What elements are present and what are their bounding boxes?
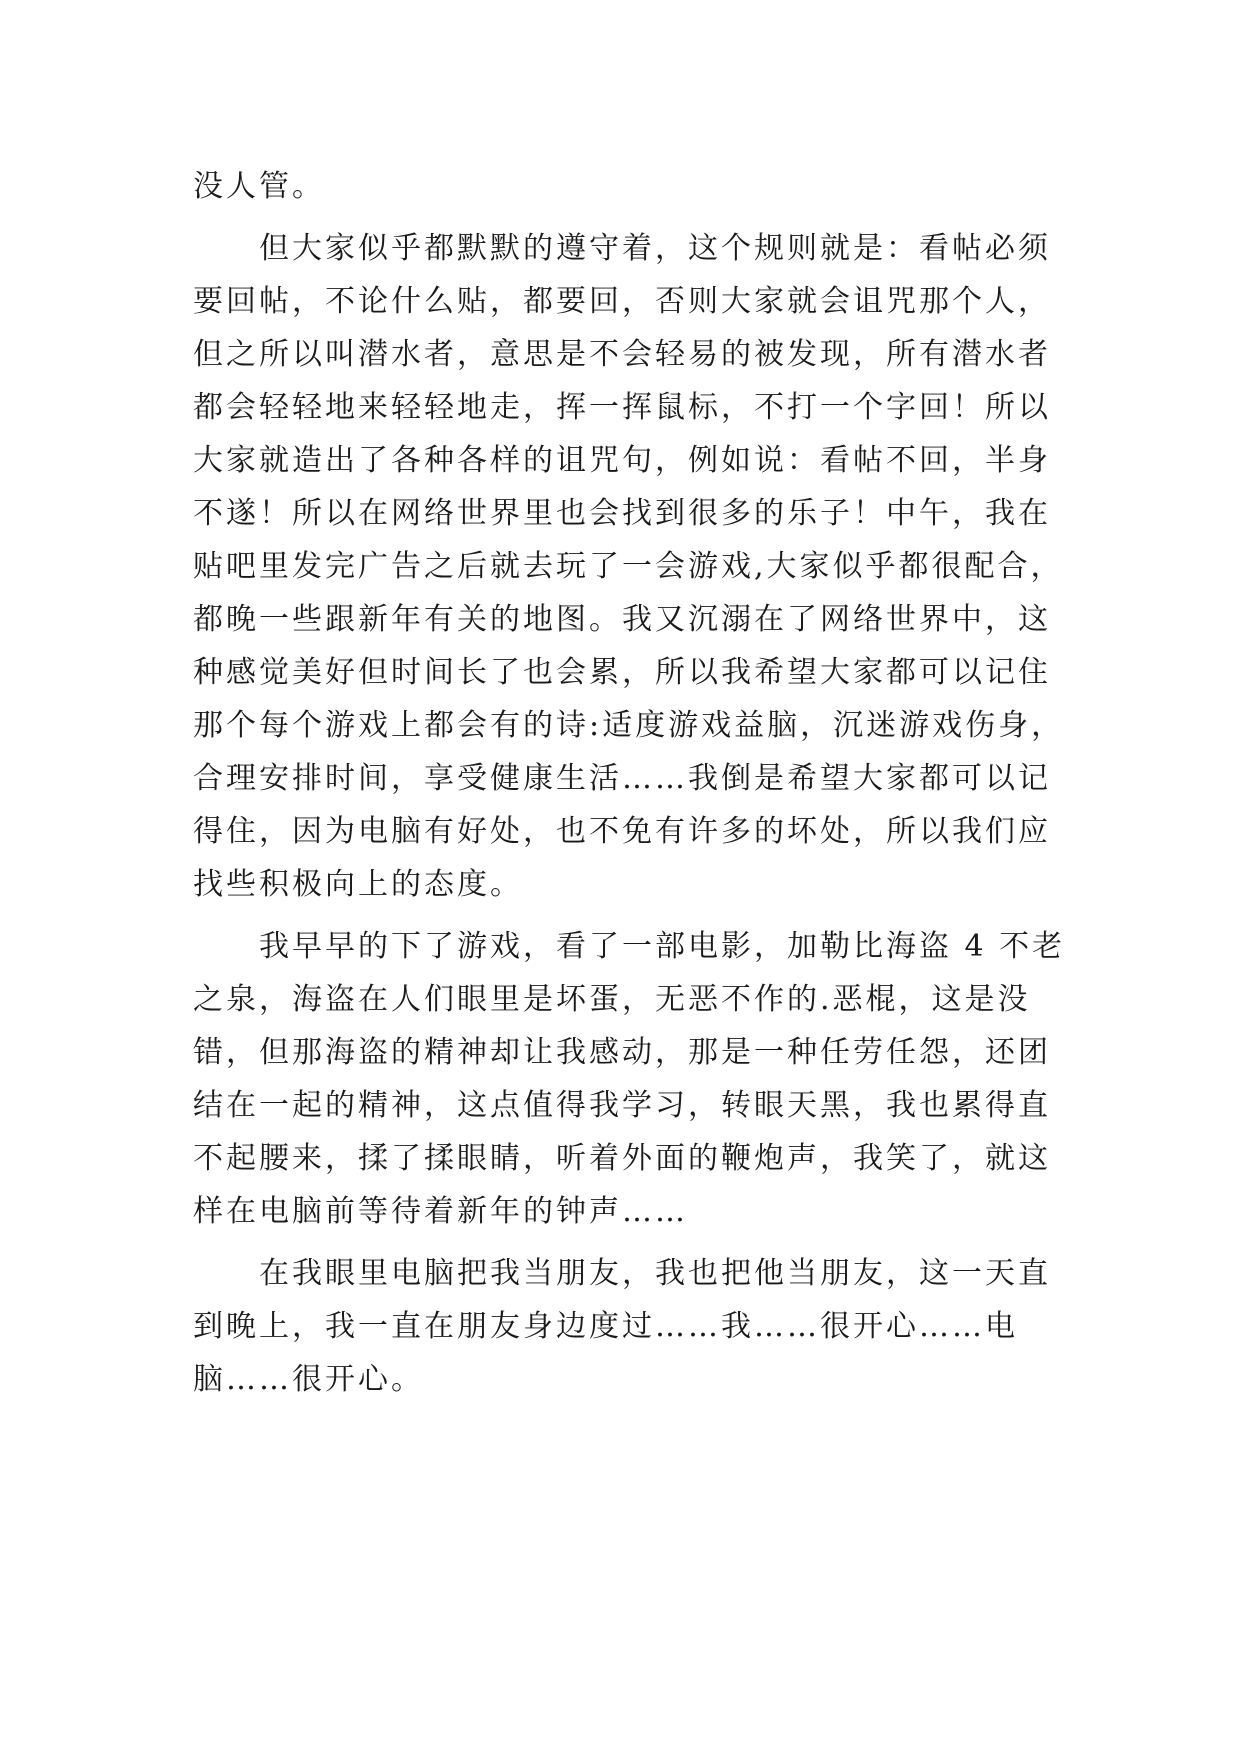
text-line: 不起腰来，揉了揉眼睛，听着外面的鞭炮声，我笑了，就这 — [193, 1141, 1051, 1176]
document-body — [193, 160, 1073, 1415]
text-line: 大家就造出了各种各样的诅咒句，例如说：看帖不回，半身 — [193, 443, 1051, 478]
text-line: 要回帖，不论什么贴，都要回，否则大家就会诅咒那个人， — [193, 284, 1051, 319]
text-line: 样在电脑前等待着新年的钟声…… — [193, 1194, 688, 1229]
text-line: 没人管。 — [193, 169, 325, 204]
paragraph — [193, 920, 1073, 1238]
text-line: 结在一起的精神，这点值得我学习，转眼天黑，我也累得直 — [193, 1088, 1051, 1123]
text-line: 错，但那海盗的精神却让我感动，那是一种任劳任怨，还团 — [193, 1035, 1051, 1070]
text-line: 合理安排时间，享受健康生活……我倒是希望大家都可以记 — [193, 761, 1051, 796]
text-line: 但之所以叫潜水者，意思是不会轻易的被发现，所有潜水者 — [193, 337, 1051, 372]
text-line: 那个每个游戏上都会有的诗:适度游戏益脑，沉迷游戏伤身， — [193, 708, 1065, 743]
text-line: 种感觉美好但时间长了也会累，所以我希望大家都可以记住 — [193, 655, 1051, 690]
text-line: 在我眼里电脑把我当朋友，我也把他当朋友，这一天直 — [259, 1256, 1051, 1291]
paragraph — [193, 160, 1073, 213]
text-line: 都晚一些跟新年有关的地图。我又沉溺在了网络世界中，这 — [193, 602, 1051, 637]
paragraph — [193, 1247, 1073, 1406]
text-line: 贴吧里发完广告之后就去玩了一会游戏,大家似乎都很配合， — [193, 549, 1064, 584]
text-line: 得住，因为电脑有好处，也不免有许多的坏处，所以我们应 — [193, 814, 1051, 849]
text-line: 但大家似乎都默默的遵守着，这个规则就是：看帖必须 — [259, 231, 1051, 266]
text-line: 之泉，海盗在人们眼里是坏蛋，无恶不作的.恶棍，这是没 — [193, 982, 1031, 1017]
paragraph — [193, 222, 1073, 911]
text-line: 都会轻轻地来轻轻地走，挥一挥鼠标，不打一个字回！所以 — [193, 390, 1051, 425]
text-line: 脑……很开心。 — [193, 1362, 424, 1397]
text-line: 找些积极向上的态度。 — [193, 867, 523, 902]
text-line: 不遂！所以在网络世界里也会找到很多的乐子！中午，我在 — [193, 496, 1051, 531]
text-line: 我早早的下了游戏，看了一部电影，加勒比海盗 4 不老 — [259, 929, 1066, 964]
text-line: 到晚上，我一直在朋友身边度过……我……很开心……电 — [193, 1309, 1018, 1344]
